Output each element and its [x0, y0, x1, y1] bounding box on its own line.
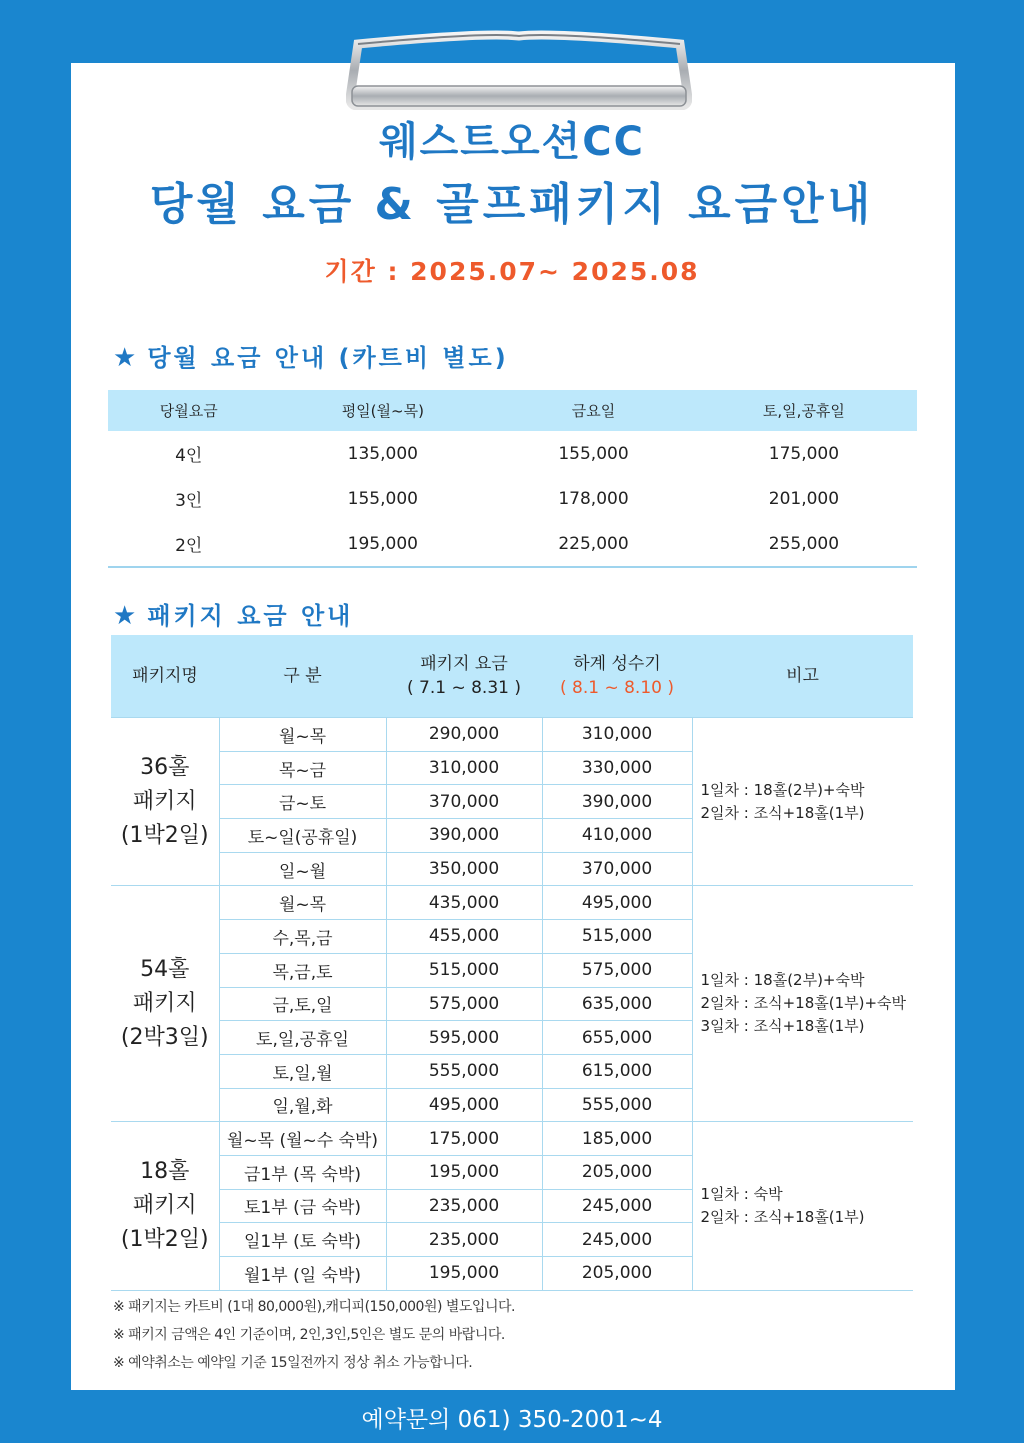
cell-peak-price: 390,000 — [542, 785, 692, 819]
cell-price: 155,000 — [558, 443, 629, 464]
cell-peak-price: 245,000 — [542, 1189, 692, 1223]
note-line: 1일차 : 18홀(2부)+숙박 — [700, 971, 865, 990]
cell-players: 3인 — [175, 491, 203, 511]
cell-price: 195,000 — [269, 521, 496, 567]
cell-type: 월~목 (월~수 숙박) — [219, 1122, 386, 1156]
package-name-line: 패키지 — [132, 1192, 197, 1218]
cell-price: 235,000 — [386, 1189, 542, 1223]
cell-peak-price: 245,000 — [542, 1223, 692, 1257]
cell-peak-price: 655,000 — [542, 1021, 692, 1055]
cell-peak-price: 205,000 — [542, 1155, 692, 1189]
header-note: 비고 — [692, 635, 913, 718]
cell-type: 토1부 (금 숙박) — [219, 1189, 386, 1223]
table-row — [111, 1122, 913, 1156]
monthly-rate-header-row — [108, 390, 917, 431]
cell-price: 515,000 — [386, 953, 542, 987]
header-type: 구 분 — [219, 635, 386, 718]
note-line: 3일차 : 조식+18홀(1부) — [700, 1017, 865, 1036]
cell-price: 310,000 — [386, 751, 542, 785]
cell-price: 155,000 — [347, 488, 418, 509]
header-monthly-rate: 당월요금 — [108, 390, 269, 431]
footnotes — [113, 1293, 515, 1377]
cell-price: 370,000 — [386, 785, 542, 819]
cell-price: 195,000 — [386, 1155, 542, 1189]
header-package-price-label: 패키지 요금 — [420, 654, 508, 674]
cell-price: 290,000 — [386, 718, 542, 752]
cell-peak-price: 370,000 — [542, 852, 692, 886]
table-row — [111, 718, 913, 752]
cell-type: 금1부 (목 숙박) — [219, 1155, 386, 1189]
cell-type: 금~토 — [219, 785, 386, 819]
note-line: 2일차 : 조식+18홀(1부) — [700, 1207, 865, 1226]
header-peak-label: 하계 성수기 — [573, 654, 661, 674]
package-name-18 — [111, 1122, 219, 1290]
cell-peak-price: 615,000 — [542, 1054, 692, 1088]
cell-peak-price: 205,000 — [542, 1257, 692, 1291]
package-note-36 — [692, 718, 913, 886]
package-name-54 — [111, 886, 219, 1122]
package-name-36 — [111, 718, 219, 886]
cell-price: 195,000 — [386, 1257, 542, 1291]
package-rate-table — [111, 635, 913, 1291]
header-package-price — [386, 635, 542, 718]
table-row — [108, 521, 917, 567]
header-package-name: 패키지명 — [111, 635, 219, 718]
cell-price: 178,000 — [558, 488, 629, 509]
cell-peak-price: 330,000 — [542, 751, 692, 785]
table-row — [108, 476, 917, 521]
header-peak-period: ( 8.1 ~ 8.10 ) — [559, 678, 674, 698]
cell-peak-price: 410,000 — [542, 819, 692, 853]
cell-type: 금,토,일 — [219, 987, 386, 1021]
cell-price: 455,000 — [386, 920, 542, 954]
cell-price: 175,000 — [768, 443, 840, 464]
cell-price: 595,000 — [386, 1021, 542, 1055]
period-text: 기간 : 2025.07~ 2025.08 — [324, 257, 700, 286]
cell-type: 토,일,월 — [219, 1054, 386, 1088]
package-header-row — [111, 635, 913, 718]
cell-price: 390,000 — [386, 819, 542, 853]
page-headline: 당월 요금 & 골프패키지 요금안내 — [149, 179, 875, 230]
cell-peak-price: 495,000 — [542, 886, 692, 920]
package-name-line: 패키지 — [132, 990, 197, 1016]
package-name-line: 패키지 — [132, 788, 197, 814]
cell-type: 수,목,금 — [219, 920, 386, 954]
cell-type: 일1부 (토 숙박) — [219, 1223, 386, 1257]
header-weekend: 토,일,공휴일 — [691, 390, 917, 431]
package-name-line: 36홀 — [140, 754, 190, 780]
cell-price: 201,000 — [768, 488, 840, 509]
cell-type: 목,금,토 — [219, 953, 386, 987]
cell-price: 225,000 — [496, 521, 691, 567]
footnote-line: ※ 패키지는 카트비 (1대 80,000원),캐디피(150,000원) 별도입니다. — [113, 1299, 515, 1315]
note-line: 2일차 : 조식+18홀(1부)+숙박 — [700, 994, 907, 1013]
package-note-18 — [692, 1122, 913, 1290]
cell-peak-price: 185,000 — [542, 1122, 692, 1156]
cell-price: 135,000 — [347, 443, 418, 464]
cell-type: 목~금 — [219, 751, 386, 785]
cell-players: 2인 — [108, 521, 269, 567]
section-monthly-title — [113, 338, 509, 373]
package-name-line: (1박2일) — [120, 1226, 209, 1252]
package-name-line: (1박2일) — [120, 822, 209, 848]
cell-price: 555,000 — [386, 1054, 542, 1088]
cell-peak-price: 555,000 — [542, 1088, 692, 1122]
club-name: 웨스트오션CC — [379, 119, 645, 165]
star-icon: ★ — [113, 343, 140, 373]
header-peak-season — [542, 635, 692, 718]
reservation-contact: 예약문의 061) 350-2001~4 — [361, 1407, 663, 1433]
cell-price: 175,000 — [386, 1122, 542, 1156]
cell-type: 토,일,공휴일 — [219, 1021, 386, 1055]
note-line: 1일차 : 18홀(2부)+숙박 — [700, 780, 865, 799]
table-row — [111, 886, 913, 920]
package-note-54 — [692, 886, 913, 1122]
table-row — [108, 431, 917, 476]
header-weekday: 평일(월~목) — [269, 390, 496, 431]
star-icon: ★ — [113, 601, 140, 631]
monthly-rate-table — [108, 390, 917, 568]
section-package-title-text: 패키지 요금 안내 — [147, 602, 354, 630]
cell-price: 575,000 — [386, 987, 542, 1021]
cell-peak-price: 575,000 — [542, 953, 692, 987]
cell-peak-price: 515,000 — [542, 920, 692, 954]
cell-price: 255,000 — [691, 521, 917, 567]
cell-price: 495,000 — [386, 1088, 542, 1122]
cell-type: 일~월 — [219, 852, 386, 886]
cell-peak-price: 310,000 — [542, 718, 692, 752]
cell-type: 월1부 (일 숙박) — [219, 1257, 386, 1291]
header-package-price-period: ( 7.1 ~ 8.31 ) — [406, 678, 521, 698]
cell-players: 4인 — [175, 446, 203, 466]
cell-type: 월~목 — [219, 718, 386, 752]
cell-type: 월~목 — [219, 886, 386, 920]
cell-price: 235,000 — [386, 1223, 542, 1257]
package-name-line: (2박3일) — [120, 1024, 209, 1050]
header-friday: 금요일 — [496, 390, 691, 431]
footnote-line: ※ 패키지 금액은 4인 기준이며, 2인,3인,5인은 별도 문의 바랍니다. — [113, 1327, 505, 1343]
cell-price: 350,000 — [386, 852, 542, 886]
section-monthly-title-text: 당월 요금 안내 (카트비 별도) — [147, 344, 509, 372]
footnote-line: ※ 예약취소는 예약일 기준 15일전까지 정상 취소 가능합니다. — [113, 1355, 473, 1371]
note-line: 1일차 : 숙박 — [700, 1184, 783, 1203]
cell-type: 토~일(공휴일) — [219, 819, 386, 853]
cell-price: 435,000 — [386, 886, 542, 920]
cell-type: 일,월,화 — [219, 1088, 386, 1122]
clipboard-clip-icon — [346, 28, 692, 110]
note-line: 2일차 : 조식+18홀(1부) — [700, 803, 865, 822]
cell-peak-price: 635,000 — [542, 987, 692, 1021]
package-name-line: 54홀 — [140, 956, 190, 982]
section-package-title — [113, 596, 353, 631]
package-name-line: 18홀 — [140, 1158, 190, 1184]
